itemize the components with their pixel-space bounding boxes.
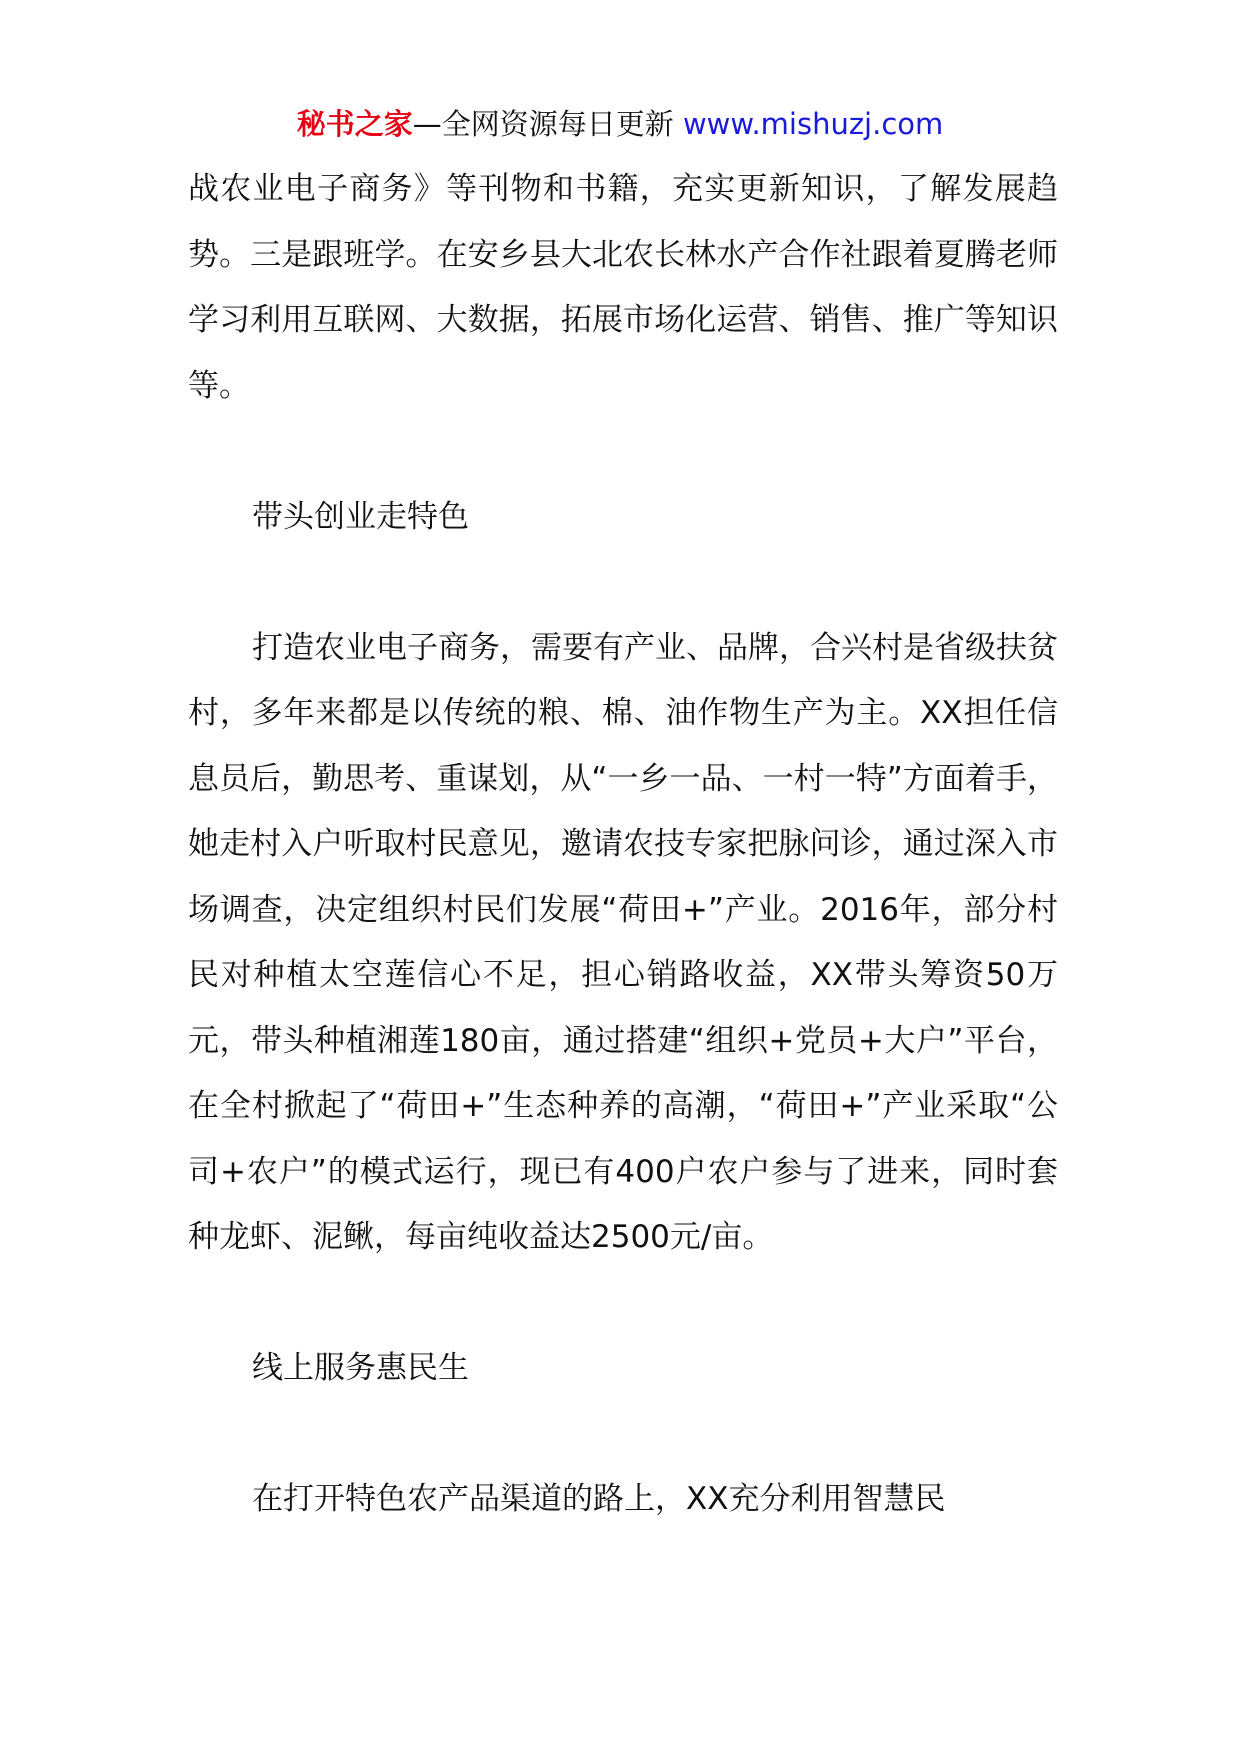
paragraph-spacer	[188, 419, 1058, 485]
document-body	[188, 157, 1058, 1533]
site-brand: 秘书之家	[296, 107, 413, 141]
site-header	[0, 104, 1240, 144]
paragraph-spacer	[188, 1271, 1058, 1337]
section-heading-online-services: 线上服务惠民生	[252, 1350, 469, 1386]
site-url-link[interactable]: www.mishuzj.com	[682, 107, 944, 141]
paragraph-spacer	[188, 1402, 1058, 1468]
paragraph-online-services: 在打开特色农产品渠道的路上，XX充分利用智慧民	[252, 1481, 946, 1517]
paragraph-continued: 战农业电子商务》等刊物和书籍，充实更新知识，了解发展趋势。三是跟班学。在安乡县大北农长林水产合作社跟着夏腾老师学习利用互联网、大数据，拓展市场化运营、销售、推广等知识等。	[188, 171, 1058, 404]
site-tagline: —全网资源每日更新	[412, 107, 683, 141]
paragraph-lotus-industry: 打造农业电子商务，需要有产业、品牌，合兴村是省级扶贫村，多年来都是以传统的粮、棉、油作物生产为主。XX担任信息员后，勤思考、重谋划，从“一乡一品、一村一特”方面着手，她走村入户听取村民意见，邀请农技专家把脉问诊，通过深入市场调查，决定组织村民们发展“荷田+”产业。2016年，部分村民对种植太空莲信心不足，担心销路收益，XX带头筹资50万元，带头种植湘莲180亩，通过搭建“组织+党员+大户”平台，在全村掀起了“荷田+”生态种养的高潮，“荷田+”产业采取“公司+农户”的模式运行，现已有400户农户参与了进来，同时套种龙虾、泥鳅，每亩纯收益达2500元/亩。	[188, 629, 1058, 1255]
paragraph-spacer	[188, 550, 1058, 616]
section-heading-entrepreneurship: 带头创业走特色	[252, 498, 469, 535]
